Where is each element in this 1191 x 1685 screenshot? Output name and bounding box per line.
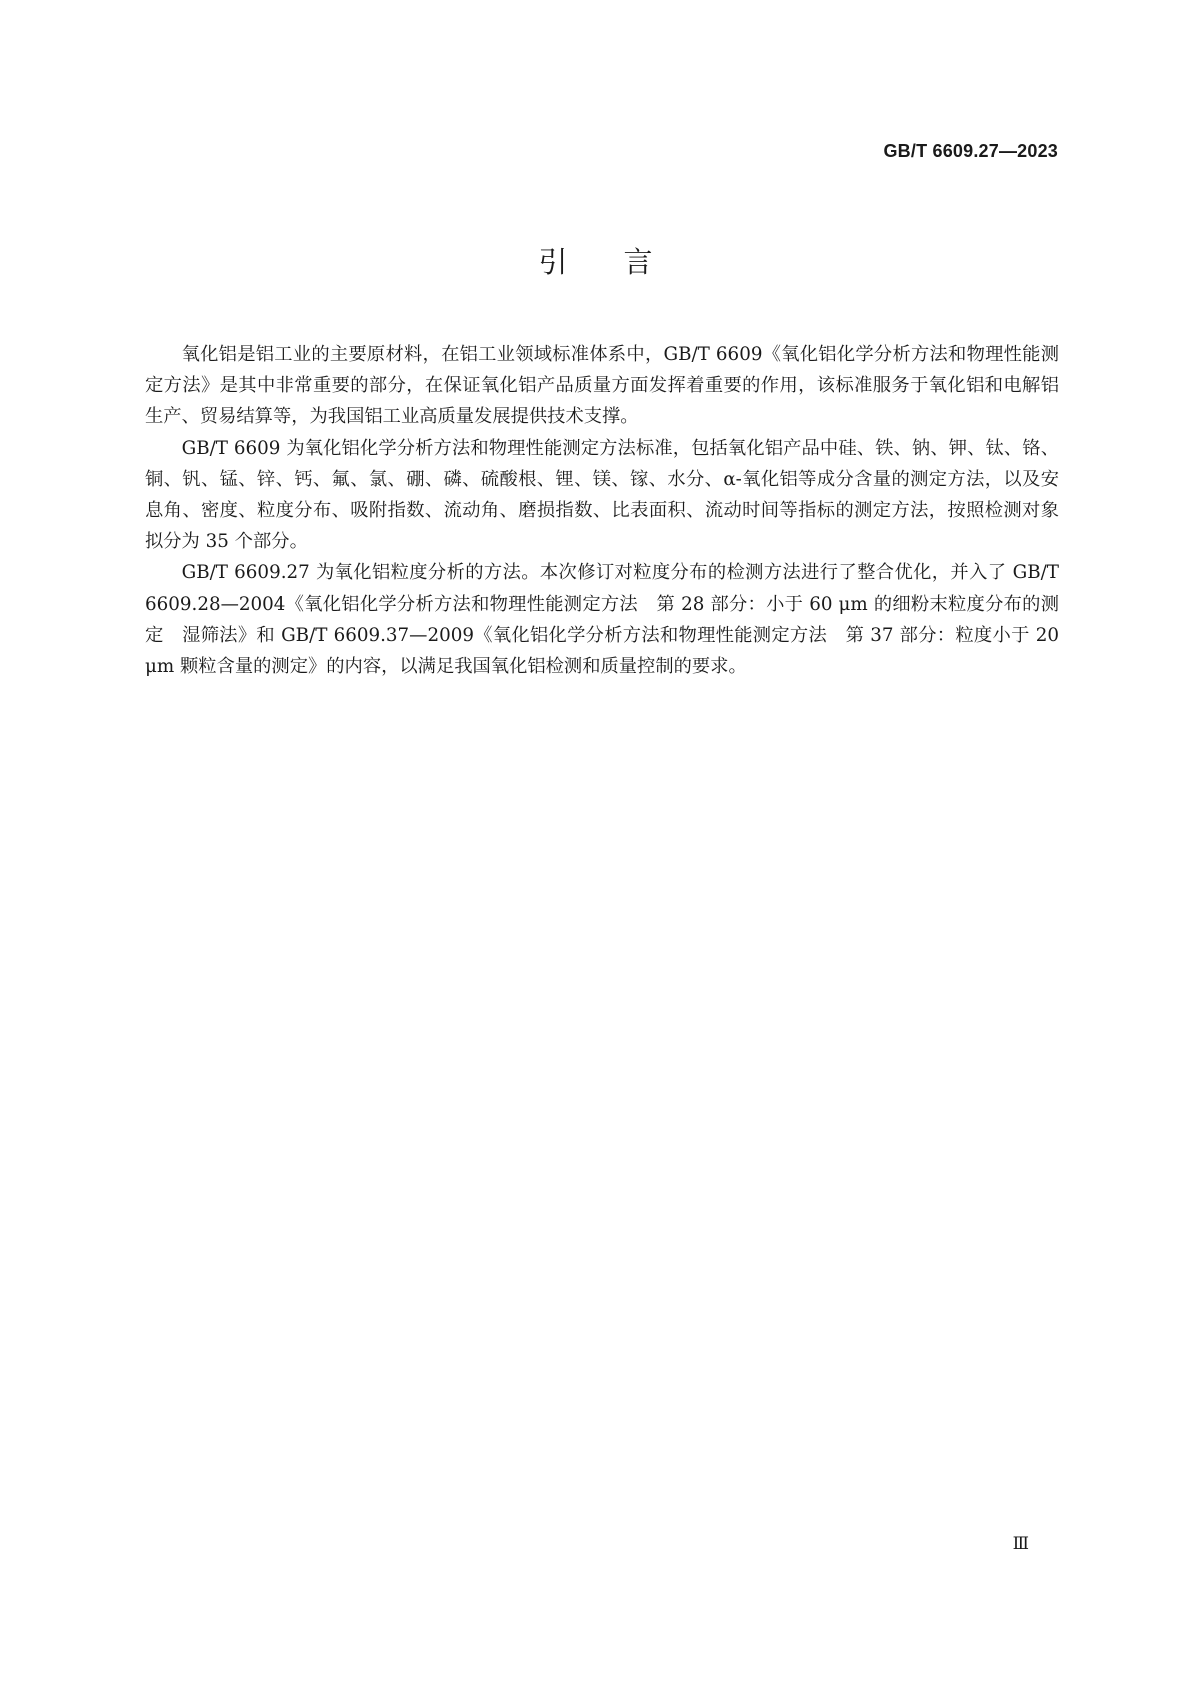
paragraph: GB/T 6609 为氧化铝化学分析方法和物理性能测定方法标准，包括氧化铝产品中硅、铁、钠、钾、钛、铬、铜、钒、锰、锌、钙、氟、氯、硼、磷、硫酸根、锂、镁、镓、水分、α-氧化铝等成分含量的测定方法，以及安息角、密度、粒度分布、吸附指数、流动角、磨损指数、比表面积、流动时间等指标的测定方法，按照检测对象拟分为 35 个部分。 [145,437,1059,553]
paragraph: 氧化铝是铝工业的主要原材料，在铝工业领域标准体系中，GB/T 6609《氧化铝化学分析方法和物理性能测定方法》是其中非常重要的部分，在保证氧化铝产品质量方面发挥着重要的作用，该标准服务于氧化铝和电解铝生产、贸易结算等，为我国铝工业高质量发展提供技术支撑。 [145,344,1059,428]
page-number: Ⅲ [1012,1534,1029,1554]
paragraph: GB/T 6609.27 为氧化铝粒度分析的方法。本次修订对粒度分布的检测方法进行了整合优化，并入了 GB/T 6609.28—2004《氧化铝化学分析方法和物理性能测定方法 第 28 部分：小于 60 μm 的细粉末粒度分布的测定 湿筛法》和 GB/T 6609.37—2009《氧化铝化学分析方法和物理性能测定方法 第 37 部分：粒度小于 20 μm 颗粒含量的测定》的内容，以满足我国氧化铝检测和质量控制的要求。 [145,562,1059,678]
page-title: 引言 [538,245,709,279]
standard-code: GB/T 6609.27—2023 [883,141,1058,161]
document-body [145,339,1059,682]
